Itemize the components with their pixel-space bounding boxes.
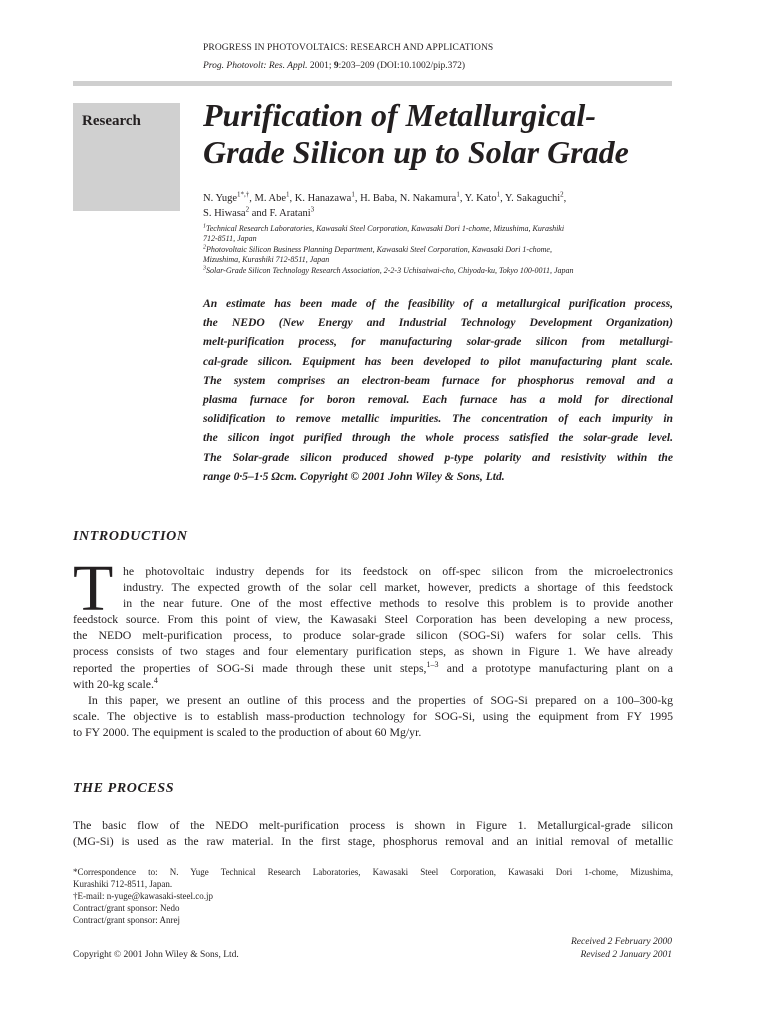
footnote-sponsor: Contract/grant sponsor: Nedo	[73, 903, 180, 913]
body-line: he photovoltaic industry depends for its feedstock on off-spec silicon from the microelectronics	[123, 564, 673, 578]
received-date: Received 2 February 2000	[570, 937, 672, 947]
title-line-1: Purification of Metallurgical-	[203, 97, 596, 133]
affiliation-text: Mizushima, Kurashiki 712-8511, Japan	[203, 255, 330, 264]
body-line: feedstock source. From this point of view, the Kawasaki Steel Corporation has been developing a new process,	[73, 612, 673, 627]
footnote-correspondence: *Correspondence to: N. Yuge Technical Research Laboratories, Kawasaki Steel Corporation, Kawasaki Dori 1-chome, Mizushima,	[73, 867, 673, 877]
citation-pages-doi: :203–209 (DOI:10.1002/pip.372)	[338, 61, 466, 71]
process-paragraph	[73, 817, 673, 849]
author-name: and F. Aratani	[249, 208, 311, 219]
section-label: Research	[82, 113, 141, 129]
author-name: , K. Hanazawa	[289, 193, 352, 204]
affiliation-3	[203, 266, 673, 276]
received-dates	[472, 936, 672, 962]
citation-volume: 9	[333, 61, 339, 71]
affiliation-number: 3	[203, 265, 206, 272]
abstract-line: the NEDO (New Energy and Industrial Technology Development Organization)	[203, 316, 673, 330]
author-sup: 3	[310, 205, 315, 214]
intro-paragraph-2	[73, 692, 673, 740]
paper-title	[203, 97, 673, 171]
author-name: , M. Abe	[249, 193, 287, 204]
author-sup: 1	[286, 190, 290, 199]
intro-paragraph-1	[73, 563, 673, 692]
abstract-line: cal-grade silicon. Equipment has been developed to pilot manufacturing plant scale.	[203, 354, 673, 368]
author-name: , H. Baba, N. Nakamura	[354, 193, 457, 204]
abstract-line: solidification to remove metallic impurities. The concentration of each impurity in	[203, 412, 673, 426]
body-line: in the near future. One of the most effective methods to resolve this problem is to provide another	[123, 596, 673, 611]
copyright-notice: Copyright © 2001 John Wiley & Sons, Ltd.	[73, 950, 239, 960]
footnote-correspondence-cont: Kurashiki 712-8511, Japan.	[73, 879, 173, 889]
affiliation-text: Technical Research Laboratories, Kawasaki Steel Corporation, Kawasaki Dori 1-chome, Mizushima, Kurashiki	[206, 224, 565, 233]
affiliation-2	[203, 245, 673, 265]
author-name: N. Yuge	[203, 193, 238, 204]
affiliation-1	[203, 224, 673, 244]
body-line: the NEDO melt-purification process, to produce solar-grade silicon (SOG-Si) wafers for solar cells. This	[73, 628, 673, 643]
footnote-email: †E-mail: n-yuge@kawasaki-steel.co.jp	[73, 891, 213, 901]
author-sup: 1	[351, 190, 355, 199]
author-separator: ,	[563, 193, 567, 204]
body-line: scale. The objective is to establish mass-production technology for SOG-Si, using the equipment from FY 1995	[73, 709, 673, 724]
author-sup: 1	[456, 190, 460, 199]
author-name: S. Hiwasa	[203, 208, 246, 219]
abstract-line: range 0·5–1·5 Ωcm. Copyright © 2001 John Wiley & Sons, Ltd.	[203, 469, 505, 483]
affiliation-number: 2	[203, 244, 206, 251]
abstract-line: plasma furnace for boron removal. Each furnace has a mold for directional	[203, 393, 673, 407]
body-line: industry. The expected growth of the solar cell market, however, predicts a shortage of this feedstock	[123, 580, 673, 595]
author-sup: 1	[496, 190, 501, 199]
footnotes	[73, 866, 673, 926]
citation-journal: Prog. Photovolt: Res. Appl.	[203, 61, 308, 71]
body-text: with 20-kg scale.	[73, 676, 154, 691]
body-text: reported the properties of SOG-Si made through these unit steps,	[73, 660, 427, 675]
affiliation-text: Solar-Grade Silicon Technology Research Association, 2-2-3 Uchisaiwai-cho, Chiyoda-ku, Tokyo 100-0011, Japan	[206, 266, 574, 275]
abstract-line: melt-purification process, for manufacturing solar-grade silicon from metallurgi-	[203, 335, 673, 349]
abstract-line: the silicon ingot purified through the whole process satisfied the solar-grade level.	[203, 431, 673, 445]
reference-sup: 1–3	[426, 659, 439, 669]
affiliation-text: 712-8511, Japan	[203, 234, 257, 243]
body-line: (MG-Si) is used as the raw material. In the first stage, phosphorus removal and an initial removal of metallic	[73, 834, 673, 849]
author-sup: 2	[245, 205, 250, 214]
body-line	[73, 676, 673, 692]
revised-date: Revised 2 January 2001	[580, 950, 672, 960]
abstract	[203, 294, 673, 486]
reference-sup: 4	[153, 675, 158, 685]
body-line: The basic flow of the NEDO melt-purification process is shown in Figure 1. Metallurgical-grade silicon	[73, 818, 673, 832]
body-line: to FY 2000. The equipment is scaled to the production of about 60 Mg/yr.	[73, 725, 422, 740]
body-line	[73, 660, 673, 676]
header-rule	[73, 81, 672, 86]
drop-cap: T	[73, 552, 114, 625]
journal-name: PROGRESS IN PHOTOVOLTAICS: RESEARCH AND APPLICATIONS	[203, 43, 494, 53]
footnote-sponsor: Contract/grant sponsor: Anrej	[73, 915, 180, 925]
heading-the-process: THE PROCESS	[73, 781, 175, 796]
heading-introduction: INTRODUCTION	[73, 529, 188, 544]
body-line: process consists of two stages and four elementary purification steps, as shown in Figure 1. We have already	[73, 644, 673, 659]
author-list	[203, 191, 673, 221]
citation-year: 2001;	[309, 61, 332, 71]
title-line-2: Grade Silicon up to Solar Grade	[203, 134, 629, 170]
body-text: and a prototype manufacturing plant on a	[438, 660, 673, 675]
author-sup: 1*,†	[237, 190, 250, 199]
abstract-line: The Solar-grade silicon produced showed p-type polarity and resistivity within the	[203, 450, 673, 464]
affiliation-number: 1	[203, 223, 206, 230]
abstract-line: The system comprises an electron-beam furnace for phosphorus removal and a	[203, 373, 673, 387]
body-line: In this paper, we present an outline of this process and the properties of SOG-Si prepared on a 100–300-kg	[88, 693, 673, 707]
affiliation-text: Photovoltaic Silicon Business Planning Department, Kawasaki Steel Corporation, Kawasaki Dori 1-chome,	[206, 245, 552, 254]
abstract-line: An estimate has been made of the feasibility of a metallurgical purification process,	[203, 297, 673, 310]
section-box	[73, 103, 180, 211]
author-name: , Y. Sakaguchi	[500, 193, 561, 204]
citation-line	[203, 61, 465, 71]
author-name: , Y. Kato	[459, 193, 497, 204]
author-sup: 2	[560, 190, 564, 199]
